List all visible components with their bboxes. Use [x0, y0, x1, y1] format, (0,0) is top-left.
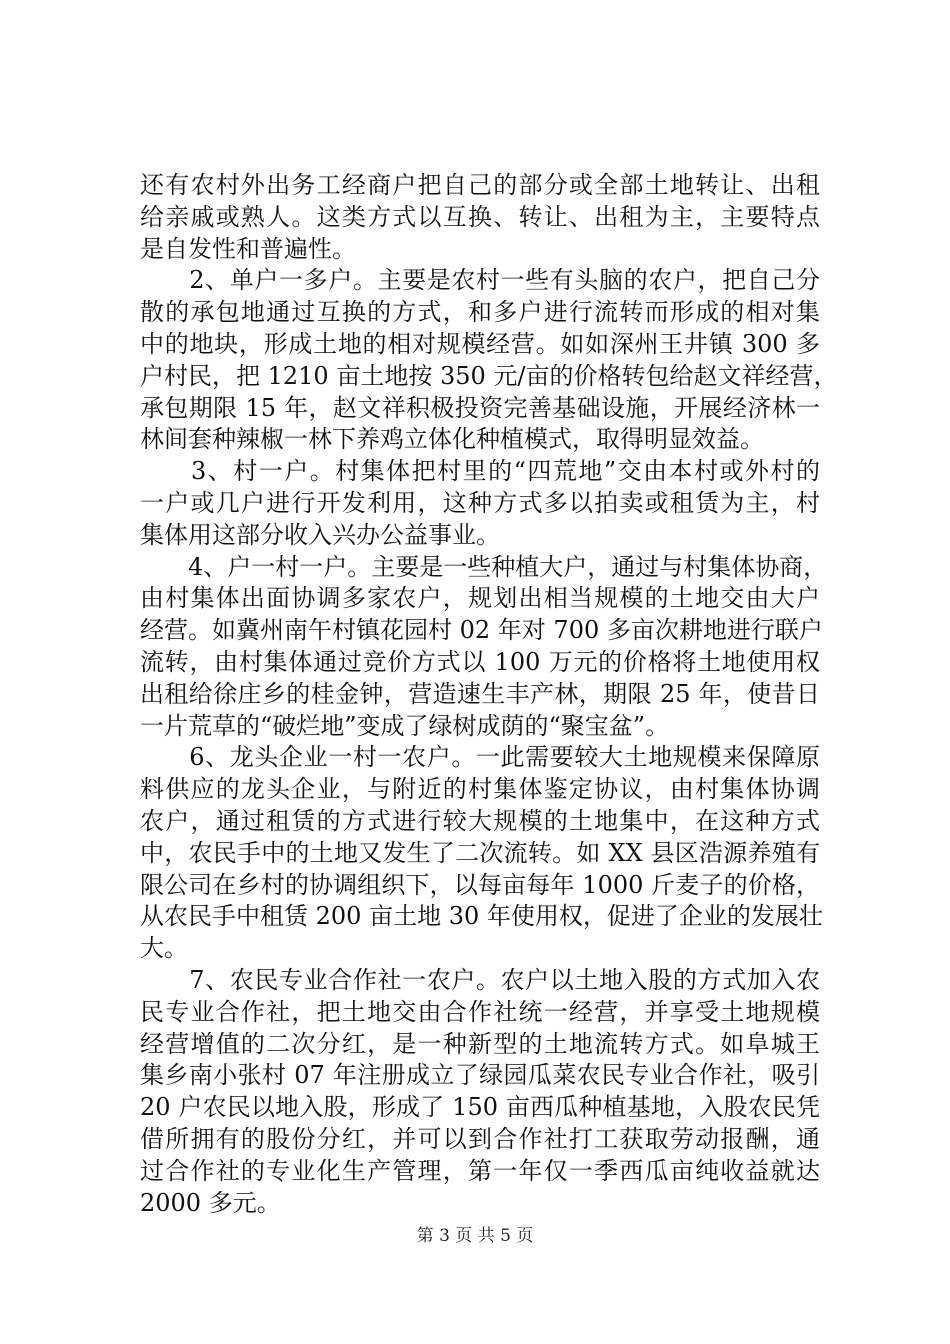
text-line: 户村民，把 1210 亩土地按 350 元/亩的价格转包给赵文祥经营，: [140, 361, 838, 390]
text-line: 从农民手中租赁 200 亩土地 30 年使用权，促进了企业的发展壮: [140, 902, 823, 931]
text-line: 由村集体出面协调多家农户，规划出相当规模的土地交由大户: [140, 584, 820, 613]
text-line: 承包期限 15 年，赵文祥积极投资完善基础设施，开展经济林一: [140, 393, 820, 422]
text-line: 中，农民手中的土地又发生了二次流转。如 XX 县区浩源养殖有: [140, 838, 820, 867]
text-line: 2、单户一多户。主要是农村一些有头脑的农户，把自己分: [140, 266, 820, 295]
text-line: 集乡南小张村 07 年注册成立了绿园瓜菜农民专业合作社，吸引: [140, 1061, 820, 1090]
text-line: 出租给徐庄乡的桂金钟，营造速生丰产林，期限 25 年，使昔日: [140, 679, 820, 708]
text-line: 料供应的龙头企业，与附近的村集体鉴定协议，由村集体协调: [140, 775, 820, 804]
text-line: 林间套种辣椒一林下养鸡立体化种植模式，取得明显效益。: [140, 425, 764, 454]
page-footer: 第 3 页 共 5 页: [416, 1226, 534, 1246]
text-line: 6、龙头企业一村一农户。一此需要较大土地规模来保障原: [140, 743, 820, 772]
text-line: 3、村一户。村集体把村里的“四荒地”交由本村或外村的: [140, 457, 820, 486]
text-line: 是自发性和普遍性。: [140, 234, 356, 263]
text-line: 农户，通过租赁的方式进行较大规模的土地集中，在这种方式: [140, 806, 820, 835]
text-line: 民专业合作社，把土地交由合作社统一经营，并享受土地规模: [140, 997, 820, 1026]
text-line: 流转，由村集体通过竞价方式以 100 万元的价格将土地使用权: [140, 647, 820, 676]
text-line: 一片荒草的“破烂地”变成了绿树成荫的“聚宝盆”。: [140, 711, 670, 740]
text-line: 一户或几户进行开发利用，这种方式多以拍卖或租赁为主，村: [140, 488, 820, 517]
text-line: 给亲戚或熟人。这类方式以互换、转让、出租为主，主要特点: [140, 202, 820, 231]
text-line: 4、户一村一户。主要是一些种植大户，通过与村集体协商，: [140, 552, 828, 581]
text-line: 中的地块，形成土地的相对规模经营。如如深州王井镇 300 多: [140, 329, 820, 358]
text-line: 过合作社的专业化生产管理，第一年仅一季西瓜亩纯收益就达: [140, 1156, 820, 1185]
text-line: 7、农民专业合作社一农户。农户以土地入股的方式加入农: [140, 965, 820, 994]
text-line: 大。: [140, 934, 188, 963]
text-line: 经营增值的二次分红，是一种新型的土地流转方式。如阜城王: [140, 1029, 820, 1058]
text-line: 限公司在乡村的协调组织下，以每亩每年 1000 斤麦子的价格，: [140, 870, 820, 899]
text-line: 20 户农民以地入股，形成了 150 亩西瓜种植基地，入股农民凭: [140, 1093, 820, 1122]
text-line: 集体用这部分收入兴办公益事业。: [140, 520, 500, 549]
text-line: 经营。如冀州南午村镇花园村 02 年对 700 多亩次耕地进行联户: [140, 616, 823, 645]
text-line: 散的承包地通过互换的方式，和多户进行流转而形成的相对集: [140, 298, 820, 327]
text-line: 还有农村外出务工经商户把自己的部分或全部土地转让、出租: [140, 171, 820, 199]
text-line: 2000 多元。: [140, 1188, 281, 1217]
document-body: [140, 170, 838, 1219]
text-line: 借所拥有的股份分红，并可以到合作社打工获取劳动报酬，通: [140, 1124, 820, 1153]
